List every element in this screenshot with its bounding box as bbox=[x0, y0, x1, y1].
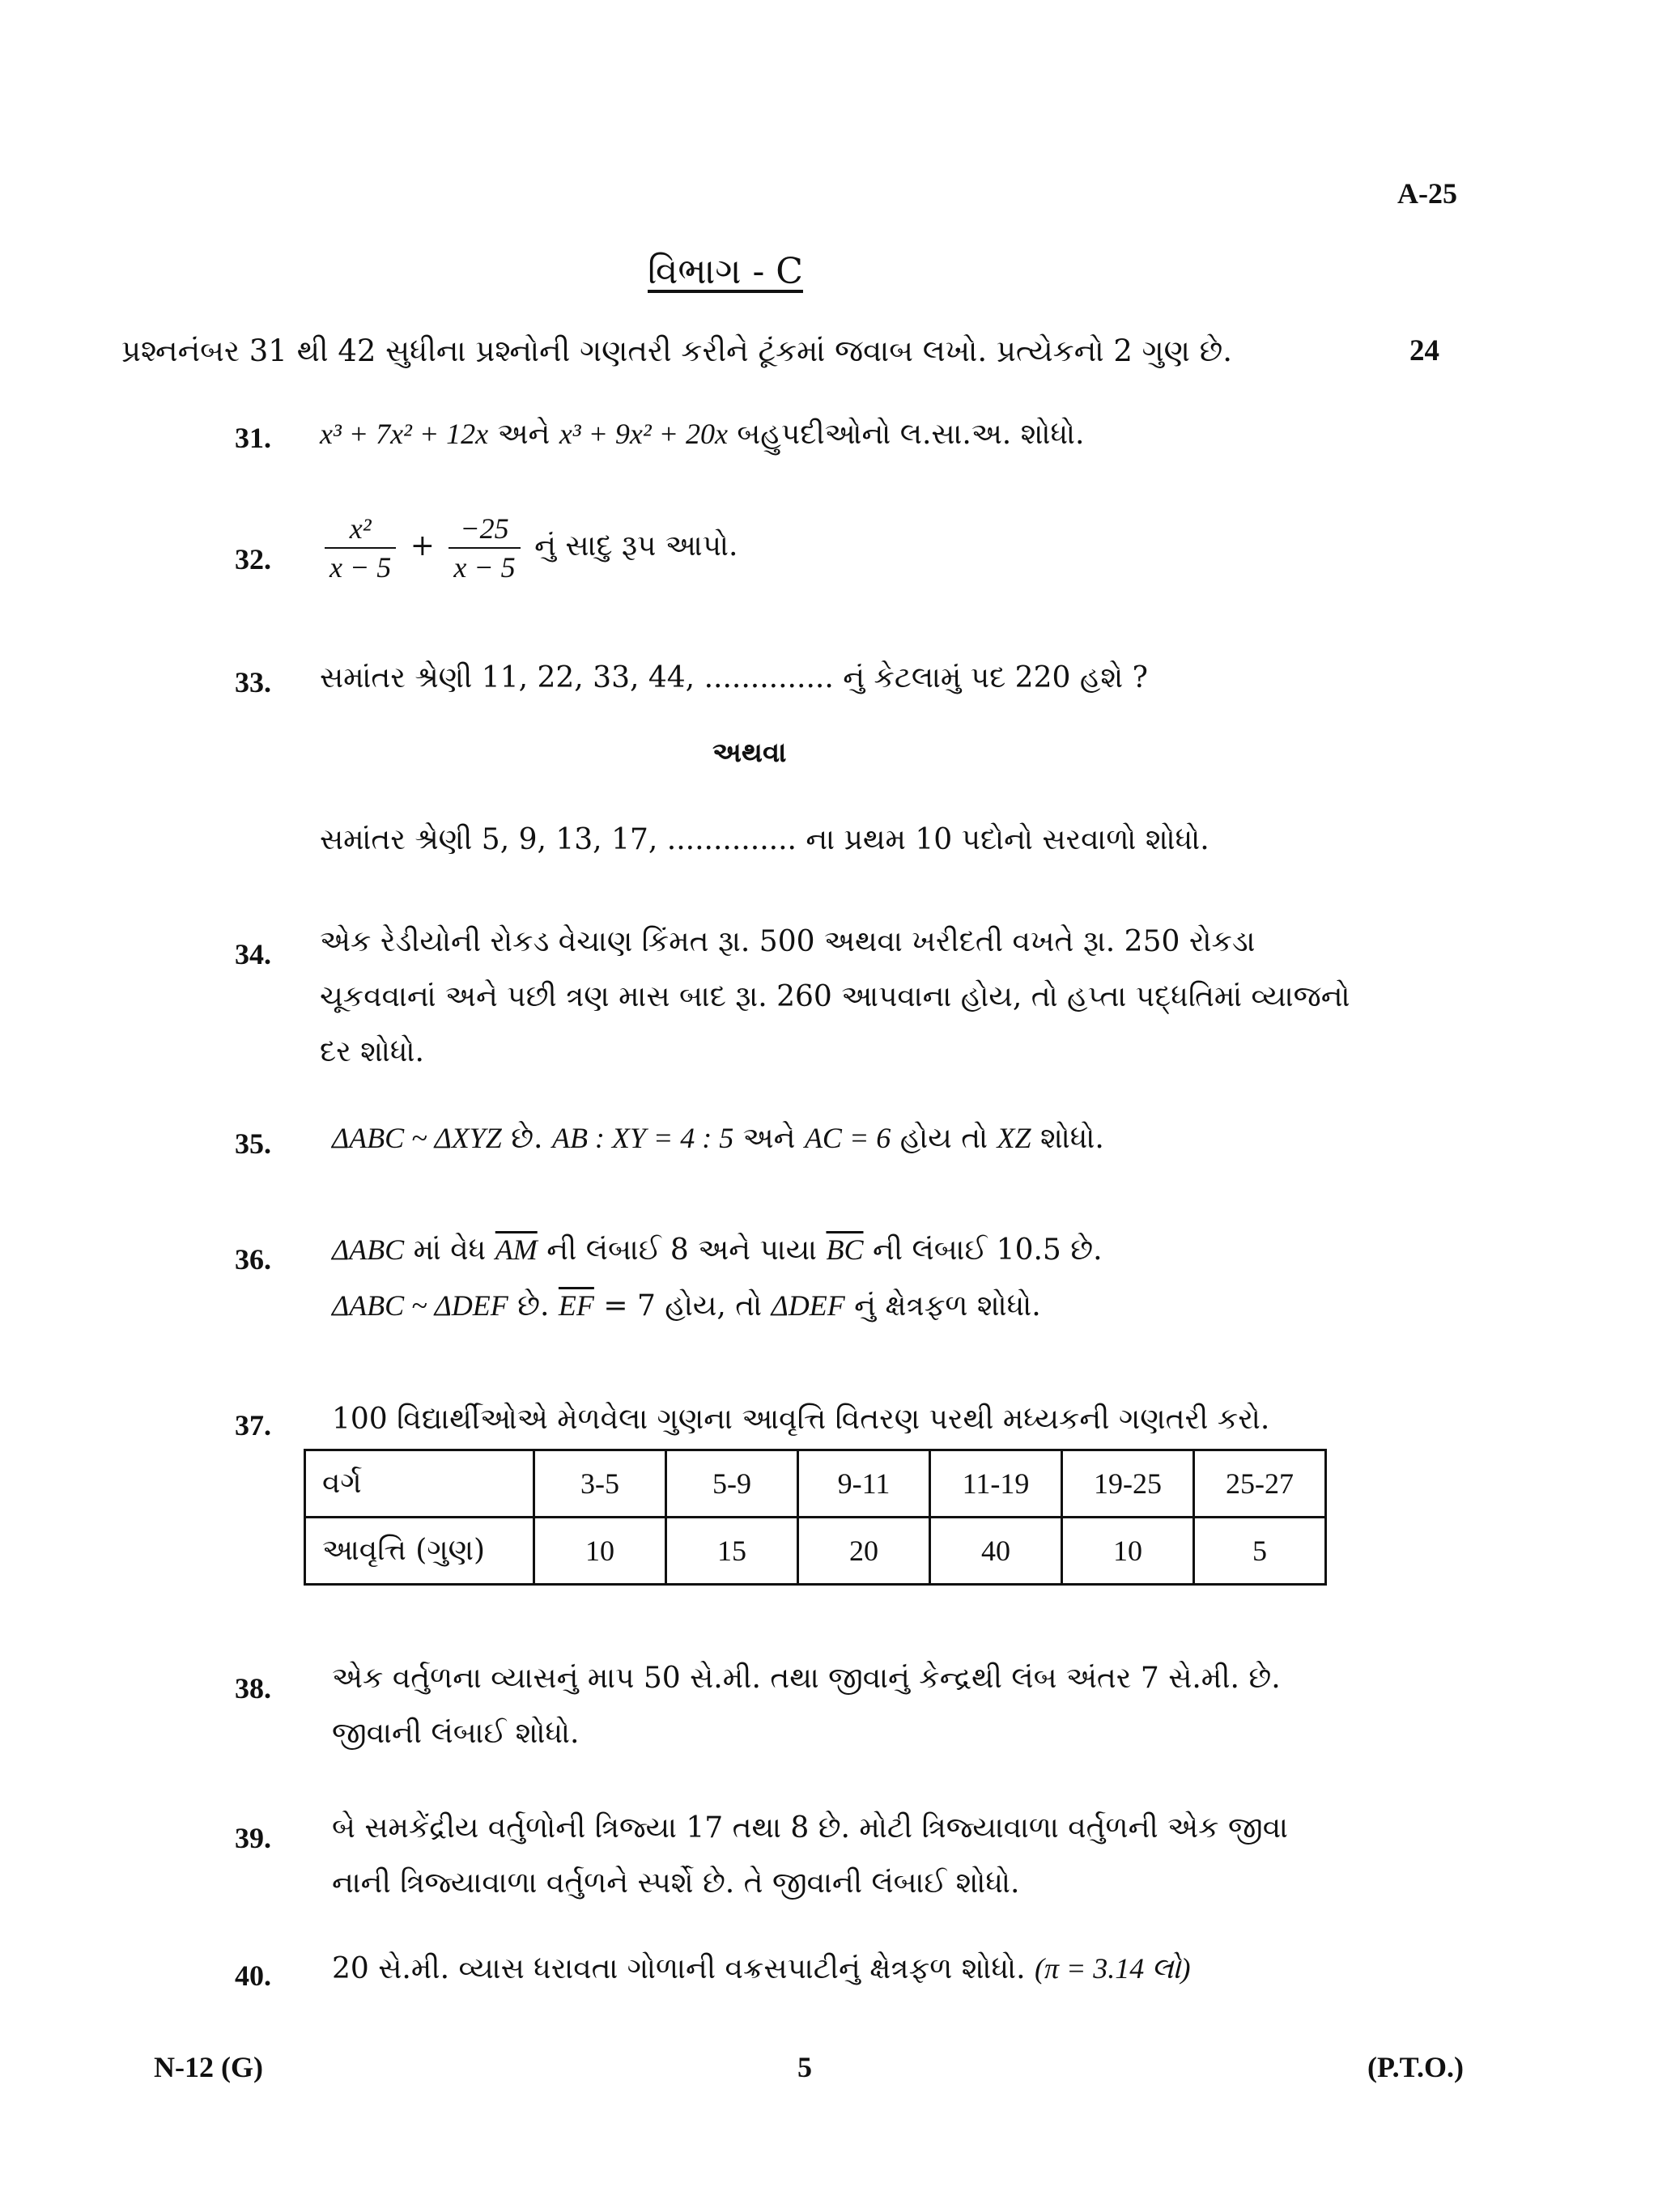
q32-text: નું સાદુ રૂપ આપો. bbox=[534, 529, 738, 563]
fraction-1-numerator: x² bbox=[325, 510, 396, 549]
please-turn-over: (P.T.O.) bbox=[1367, 2051, 1464, 2083]
class-cell: 25-27 bbox=[1194, 1450, 1326, 1518]
instructions: પ્રશ્નનંબર 31 થી 42 સુધીના પ્રશ્નોની ગણતરી કરીને ટૂંકમાં જવાબ લખો. પ્રત્યેકનો 2 ગુણ છે. bbox=[121, 333, 1233, 368]
similar-triangles-def: ΔABC ~ ΔDEF bbox=[332, 1289, 508, 1322]
question-31 bbox=[320, 406, 1356, 462]
question-number-34: 34. bbox=[235, 938, 271, 970]
q36-text-5: = 7 હોય, તો bbox=[603, 1289, 763, 1323]
q36-line-1 bbox=[332, 1222, 1384, 1278]
q36-text-6: નું ક્ષેત્રફળ શોધો. bbox=[854, 1289, 1041, 1323]
q36-text-1: માં વેધ bbox=[413, 1233, 487, 1267]
paper-code: A-25 bbox=[1397, 177, 1457, 210]
frequency-table bbox=[304, 1449, 1327, 1586]
section-title: વિભાગ - C bbox=[648, 251, 803, 292]
q36-text-2: ની લંબાઈ 8 અને પાયા bbox=[546, 1233, 818, 1267]
q38-line-2: જીવાની લંબાઈ શોધો. bbox=[332, 1717, 580, 1750]
question-number-32: 32. bbox=[235, 543, 271, 575]
fraction-1-denominator: x − 5 bbox=[329, 551, 392, 584]
q34-line-2: ચૂકવવાનાં અને પછી ત્રણ માસ બાદ રૂા. 260 આપવાના હોય, તો હપ્તા પદ્ધતિમાં વ્યાજનો bbox=[320, 980, 1350, 1013]
frequency-cell: 40 bbox=[930, 1518, 1062, 1585]
q35-text-4: શોધો. bbox=[1040, 1122, 1104, 1155]
segment-am: $\overline{AM}$ bbox=[495, 1233, 538, 1266]
plus-sign: + bbox=[410, 529, 435, 563]
question-35 bbox=[332, 1110, 1368, 1166]
q31-and: અને bbox=[497, 418, 551, 451]
q31-text: બહુપદીઓનો લ.સા.અ. શોધો. bbox=[737, 418, 1085, 451]
table-row bbox=[305, 1450, 1326, 1518]
frequency-cell: 20 bbox=[798, 1518, 930, 1585]
q36-text-4: છે. bbox=[517, 1289, 550, 1323]
question-39 bbox=[332, 1801, 1384, 1911]
side-ac: AC = 6 bbox=[804, 1122, 891, 1154]
question-38 bbox=[332, 1651, 1384, 1761]
section-marks: 24 bbox=[1409, 334, 1439, 367]
q38-line-1: એક વર્તુળના વ્યાસનું માપ 50 સે.મી. તથા જીવાનું કેન્દ્રથી લંબ અંતર 7 સે.મી. છે. bbox=[332, 1662, 1281, 1695]
q34-line-3: દર શોધો. bbox=[320, 1035, 424, 1068]
question-number-31: 31. bbox=[235, 422, 271, 454]
class-cell: 19-25 bbox=[1062, 1450, 1194, 1518]
fraction-2 bbox=[449, 510, 520, 586]
question-number-38: 38. bbox=[235, 1672, 271, 1705]
question-number-40: 40. bbox=[235, 1959, 271, 1992]
ratio: AB : XY = 4 : 5 bbox=[551, 1122, 734, 1154]
fraction-1 bbox=[325, 510, 396, 586]
table-header-class: વર્ગ bbox=[305, 1450, 534, 1518]
triangle-abc: ΔABC bbox=[332, 1233, 405, 1266]
q35-text-1: છે. bbox=[511, 1122, 543, 1155]
q40-text: 20 સે.મી. વ્યાસ ધરાવતા ગોળાની વક્રસપાટીનું ક્ષેત્રફળ શોધો. bbox=[332, 1952, 1026, 1985]
q34-line-1: એક રેડીયોની રોકડ વેચાણ કિંમત રૂા. 500 અથવા ખરીદતી વખતે રૂા. 250 રોકડા bbox=[320, 925, 1256, 958]
polynomial-1: x³ + 7x² + 12x bbox=[320, 418, 489, 450]
q36-text-3: ની લંબાઈ 10.5 છે. bbox=[872, 1233, 1103, 1267]
frequency-cell: 15 bbox=[666, 1518, 798, 1585]
or-separator: અથવા bbox=[712, 737, 787, 769]
question-number-35: 35. bbox=[235, 1127, 271, 1160]
question-number-37: 37. bbox=[235, 1409, 271, 1441]
q36-line-2 bbox=[332, 1278, 1384, 1334]
fraction-2-numerator: −25 bbox=[449, 510, 520, 549]
class-cell: 9-11 bbox=[798, 1450, 930, 1518]
frequency-cell: 10 bbox=[1062, 1518, 1194, 1585]
question-33-alternative: સમાંતર શ્રેણી 5, 9, 13, 17, .............. ના પ્રથમ 10 પદોનો સરવાળો શોધો. bbox=[320, 823, 1209, 856]
similar-triangles: ΔABC ~ ΔXYZ bbox=[332, 1122, 502, 1154]
polynomial-2: x³ + 9x² + 20x bbox=[559, 418, 728, 450]
pi-value: (π = 3.14 લો) bbox=[1034, 1952, 1191, 1985]
q35-text-3: હોય તો bbox=[899, 1122, 988, 1155]
question-37: 100 વિદ્યાર્થીઓએ મેળવેલા ગુણના આવૃત્તિ વિતરણ પરથી મધ્યકની ગણતરી કરો. bbox=[332, 1403, 1270, 1436]
triangle-def: ΔDEF bbox=[771, 1289, 845, 1322]
segment-ef: $\overline{EF}$ bbox=[558, 1289, 594, 1322]
table-row bbox=[305, 1518, 1326, 1585]
frequency-cell: 5 bbox=[1194, 1518, 1326, 1585]
frequency-cell: 10 bbox=[534, 1518, 666, 1585]
class-cell: 5-9 bbox=[666, 1450, 798, 1518]
question-32 bbox=[320, 510, 1356, 586]
q39-line-1: બે સમકેંદ્રીય વર્તુળોની ત્રિજ્યા 17 તથા 8 છે. મોટી ત્રિજ્યાવાળા વર્તુળની એક જીવા bbox=[332, 1811, 1288, 1845]
question-number-36: 36. bbox=[235, 1243, 271, 1276]
question-number-33: 33. bbox=[235, 666, 271, 698]
question-number-39: 39. bbox=[235, 1822, 271, 1854]
class-cell: 11-19 bbox=[930, 1450, 1062, 1518]
side-xz: XZ bbox=[997, 1122, 1031, 1154]
question-40 bbox=[332, 1941, 1384, 1997]
fraction-2-denominator: x − 5 bbox=[453, 551, 516, 584]
q39-line-2: નાની ત્રિજ્યાવાળા વર્તુળને સ્પર્શે છે. તે જીવાની લંબાઈ શોધો. bbox=[332, 1866, 1020, 1900]
footer-code: N-12 (G) bbox=[154, 2051, 263, 2083]
question-36 bbox=[332, 1222, 1384, 1334]
class-cell: 3-5 bbox=[534, 1450, 666, 1518]
page-number: 5 bbox=[797, 2051, 812, 2083]
q35-text-2: અને bbox=[742, 1122, 796, 1155]
question-33: સમાંતર શ્રેણી 11, 22, 33, 44, .............. નું કેટલામું પદ 220 હશે ? bbox=[320, 661, 1148, 694]
segment-bc: $\overline{BC}$ bbox=[826, 1233, 864, 1266]
question-34 bbox=[320, 915, 1356, 1080]
table-header-frequency: આવૃત્તિ (ગુણ) bbox=[305, 1518, 534, 1585]
